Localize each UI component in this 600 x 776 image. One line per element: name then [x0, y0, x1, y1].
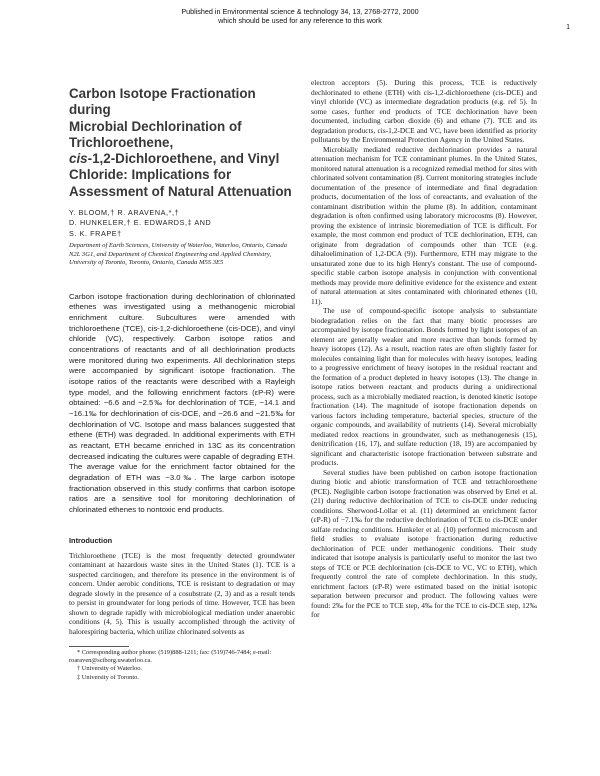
affiliation: Department of Earth Sciences, University of Waterloo, Waterloo, Ontario, Canada N2L 3G1, and Department of Chemical Engineering and Applied Chemistry, University of Toronto, Toronto, Ontario, Canada M5S 3E5 — [69, 242, 288, 267]
footnote-corresponding-author: * Corresponding author phone: (519)888-1211; fax: (519)746-7484; e-mail: roaraven@sciborg.uwaterloo.ca. — [69, 649, 272, 665]
publication-note — [0, 7, 600, 25]
footnote-affiliation-waterloo: † University of Waterloo. — [77, 665, 143, 673]
body-paragraph: Microbially mediated reductive dechlorination provides a natural attenuation mechanism for TCE contaminant plumes. In the United States, monitored natural attenuation is a recognized remedial method for sites with chlorinated solvent contamination (8). Current monitoring strategies include documentation of the presence of intermediate and final degradation products, documentation of the loss of coreactants, and evaluation of the contaminant distribution within the plume (8). In addition, contaminant degradation is often confirmed using laboratory microcosms (8). However, proving the existence of intrinsic bioremediation of TCE is difficult. For example, the most common end product of TCE dechlorination, ETH, can originate from degradation of compounds other than TCE (e.g. dihaloelimination of 1,2-DCA (9)). Furthermore, ETH may migrate to the unsaturated zone due to its high Henry's constant. The use of compound-specific stable carbon isotope analysis in conjunction with conventional methods may provide more definitive evidence for the existence and extent of natural attenuation at sites contaminated with chlorinated ethenes (10, 11). — [311, 144, 537, 306]
introduction-paragraph: Trichloroethene (TCE) is the most frequently detected groundwater contaminant at hazardous waste sites in the United States (1). TCE is a suspected carcinogen, and therefore its presence in the environment is of concern. Under aerobic conditions, TCE is resistant to degradation or may degrade slowly in the presence of a cosubstrate (2, 3) and as a result tends to persist in groundwater for long periods of time. However, TCE has been shown to degrade rapidly with microbiological mediation under anaerobic conditions (4, 5). This is usually accomplished through the activity of halorespiring bacteria, which utilize chlorinated solvents as — [69, 550, 295, 636]
abstract: Carbon isotope fractionation during dechlorination of chlorinated ethenes was investigated using a methanogenic microbial enrichment culture. Subcultures were amended with trichloroethene (TCE), cis-1,2-dichloroethene (cis-DCE), and vinyl chloride (VC), respectively. Carbon isotope ratios and concentrations of reactants and of all dechlorination products were monitored during two experiments. All dechlorination steps were accompanied by significant isotope fractionation. The isotope ratios of the reactants were described with a Rayleigh type model, and the following enrichment factors (εP-R) were obtained: −6.6 and −2.5‰ for dechlorination of TCE, −14.1 and −16.1‰ for dechlorination of cis-DCE, and −26.6 and −21.5‰ for dechlorination of VC. Isotope and mass balances suggested that ethene (ETH) was degraded. In additional experiments with ETH as reactant, ETH became enriched in 13C as its concentration decreased indicating the cultures were capable of degrading ETH. The average value for the enrichment factor obtained for the degradation of ETH was −3.0‰. The large carbon isotope fractionation observed in this study confirms that carbon isotope ratios are a sensitive tool for monitoring dechlorination of chlorinated ethenes to nontoxic end products. — [69, 291, 295, 514]
author-line: Y. BLOOM,† R. ARAVENA,*,† — [69, 208, 180, 218]
author-line: D. HUNKELER,† E. EDWARDS,‡ AND — [69, 218, 212, 228]
title-line: Trichloroethene, — [69, 134, 174, 150]
body-paragraph: The use of compound-specific isotope analysis to substantiate biodegradation relies on the fact that many biotic processes are accompanied by isotope fractionation. Bonds formed by light isotopes of an element are generally weaker and more reactive than bonds formed by heavy isotopes (12). As a result, reaction rates are often slightly faster for molecules containing light than for molecules with heavy isotopes, leading to a progressive enrichment of heavy isotopes in the residual reactant and the formation of a product depleted in heavy isotopes (13). The change in isotope ratios between reactant and products during a unidirectional process, such as a microbially mediated reaction, is denoted kinetic isotope fractionation (14). The magnitude of isotope fractionation depends on various factors including temperature, bacterial species, structure of the organic compounds, and availability of nutrients (14). Several microbially mediated redox reactions in groundwater, such as methanogenesis (15), denitrification (16, 17), and sulfate reduction (18, 19) are accompanied by significant and characteristic isotope fractionation between substrate and products. — [311, 306, 537, 467]
title-cis: cis — [69, 151, 88, 167]
publication-note-line1: Published in Environmental science & technology 34, 13, 2768-2772, 2000 — [181, 7, 419, 16]
title-line: Assessment of Natural Attenuation — [69, 183, 292, 199]
footnote-affiliation-toronto: ‡ University of Toronto. — [77, 673, 139, 681]
publication-note-line2: which should be used for any reference to this work — [218, 16, 382, 25]
title-line: Carbon Isotope Fractionation during — [69, 86, 256, 118]
title-line: -1,2-Dichloroethene, and Vinyl — [87, 151, 280, 167]
page-number: 1 — [566, 24, 570, 31]
right-column — [311, 78, 537, 620]
left-column — [69, 86, 295, 682]
introduction-heading: Introduction — [69, 535, 113, 545]
article-title — [69, 86, 295, 200]
body-paragraph: Several studies have been published on carbon isotope fractionation during biotic and abiotic transformation of TCE and tetrachloroethene (PCE). Negligible carbon isotope fractionation was observed by Ertel et al. (21) during reductive dechlorination of TCE to cis-DCE under reducing conditions. Sherwood-Lollar et al. (11) determined an enrichment factor (εP-R) of −7.1‰ for the reductive dechlorination of TCE to cis-DCE under sulfate reducing conditions. Hunkeler et al. (10) performed microcosm and field studies to evaluate isotope fractionation during reductive dechlorination of PCE under methanogenic conditions. Their study indicated that isotope analysis is particularly useful to monitor the last two steps of TCE or PCE dechlorination (cis-DCE to VC, VC to ETH), which frequently control the rate of complete dechlorination. In this study, enrichment factors (εP-R) were estimated based on the initial isotopic separation between precursor and product. The following values were found: 2‰ for the PCE to TCE step, 4‰ for the TCE to cis-DCE step, 12‰ for — [311, 467, 537, 619]
body-paragraph: electron acceptors (5). During this process, TCE is reductively dechlorinated to ethene (ETH) with cis-1,2-dichloroethene (cis-DCE) and vinyl chloride (VC) as intermediate degradation products (e.g. ref 5). In some cases, further end products of TCE dechlorination have been documented, including carbon dioxide (6) and ethane (7). TCE and its degradation products, cis-1,2-DCE and VC, have been identified as priority pollutants by the Environmental Protection Agency in the United States. — [311, 78, 537, 144]
footnotes — [69, 649, 295, 682]
footnote-rule — [69, 646, 129, 647]
author-line: S. K. FRAPE† — [69, 228, 122, 238]
title-line: Microbial Dechlorination of — [69, 118, 242, 134]
author-list — [69, 208, 295, 239]
title-line: Chloride: Implications for — [69, 167, 232, 183]
